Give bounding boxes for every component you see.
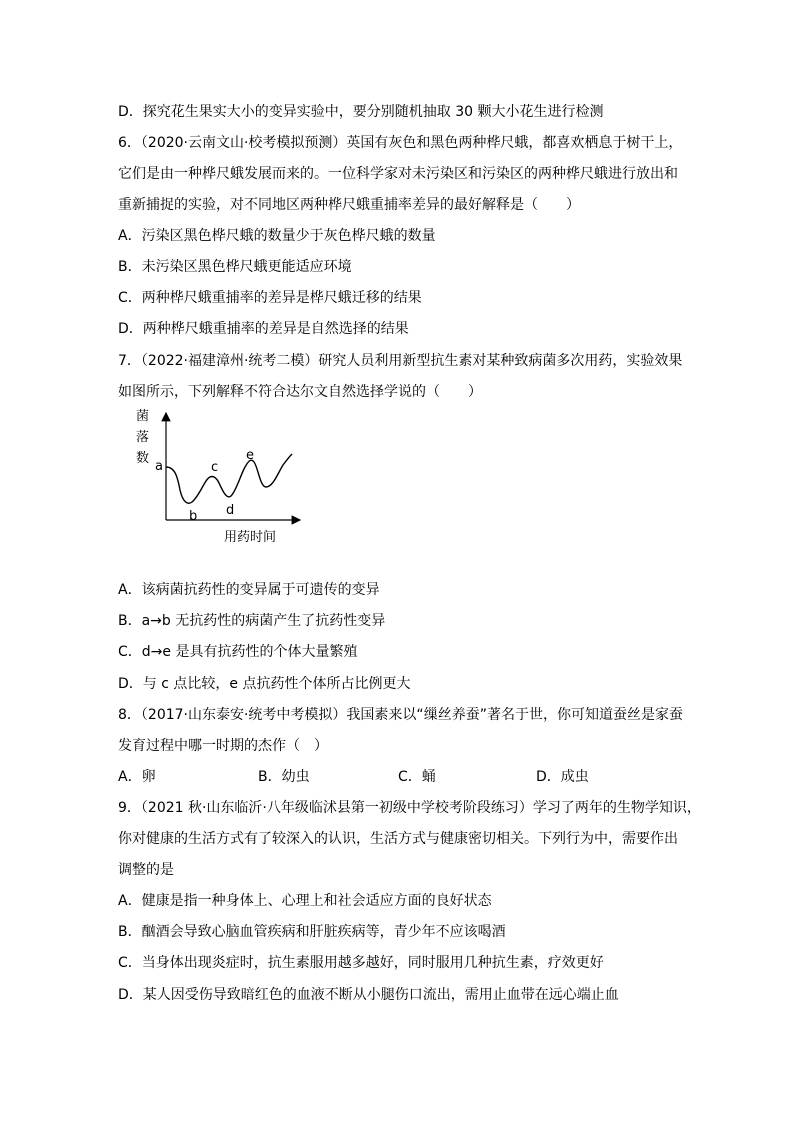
q9-stem-line-2: 你对健康的生活方式有了较深入的认识，生活方式与健康密切相关。下列行为中，需要作出 <box>118 831 678 847</box>
q7-option-a: A．该病菌抗药性的变异属于可遗传的变异 <box>118 582 380 598</box>
q8-stem-line-1: 8．（2017·山东泰安·统考中考模拟）我国素来以“缫丝养蚕”著名于世，你可知道蚕丝是家蚕 <box>118 707 683 723</box>
q6-stem-line-1: 6．（2020·云南文山·校考模拟预测）英国有灰色和黑色两种桦尺蛾，都喜欢栖息于树干上， <box>118 135 683 151</box>
q9-stem-line-1: 9．（2021 秋·山东临沂·八年级临沭县第一初级中学校考阶段练习）学习了两年的生物学知识， <box>118 800 701 816</box>
q6-option-a: A．污染区黑色桦尺蛾的数量少于灰色桦尺蛾的数量 <box>118 228 436 244</box>
point-label-c: c <box>211 460 219 475</box>
q8-option-c: C．蛹 <box>398 769 436 785</box>
q7-option-d: D．与 c 点比较，e 点抗药性个体所占比例更大 <box>118 676 411 692</box>
q8-option-a: A．卵 <box>118 769 156 785</box>
q9-stem-line-3: 调整的是 <box>118 862 174 878</box>
point-label-e: e <box>246 448 254 463</box>
q9-option-c: C．当身体出现炎症时，抗生素服用越多越好，同时服用几种抗生素，疗效更好 <box>118 955 604 971</box>
point-label-a: a <box>155 459 163 474</box>
x-axis-label: 用药时间 <box>224 530 277 545</box>
y-axis-label-char-3: 数 <box>136 451 150 466</box>
q7-figure <box>128 405 308 555</box>
q7-option-c: C．d→e 是具有抗药性的个体大量繁殖 <box>118 644 358 660</box>
q7-figure-graph <box>128 405 308 555</box>
q5-option-d: D．探究花生果实大小的变异实验中，要分别随机抽取 30 颗大小花生进行检测 <box>118 104 604 120</box>
q6-option-c: C．两种桦尺蛾重捕率的差异是桦尺蛾迁移的结果 <box>118 290 422 306</box>
q6-option-b: B．未污染区黑色桦尺蛾更能适应环境 <box>118 259 352 275</box>
y-axis-label-char-1: 菌 <box>136 409 150 424</box>
colony-curve <box>166 454 292 503</box>
q9-option-b: B．酗酒会导致心脑血管疾病和肝脏疾病等，青少年不应该喝酒 <box>118 924 506 940</box>
q7-stem-line-1: 7．（2022·福建漳州·统考二模）研究人员利用新型抗生素对某种致病菌多次用药，实验效果 <box>118 353 683 369</box>
q7-stem-line-2: 如图所示，下列解释不符合达尔文自然选择学说的（ ） <box>118 384 482 400</box>
point-label-d: d <box>226 503 235 518</box>
q6-stem-line-3: 重新捕捉的实验，对不同地区两种桦尺蛾重捕率差异的最好解释是（ ） <box>118 197 580 213</box>
q9-option-a: A．健康是指一种身体上、心理上和社会适应方面的良好状态 <box>118 893 492 909</box>
point-label-b: b <box>189 509 198 524</box>
q6-option-d: D．两种桦尺蛾重捕率的差异是自然选择的结果 <box>118 321 409 337</box>
y-axis-label-char-2: 落 <box>136 430 150 445</box>
q8-option-d: D．成虫 <box>536 769 589 785</box>
q8-option-b: B．幼虫 <box>258 769 310 785</box>
q9-option-d: D．某人因受伤导致暗红色的血液不断从小腿伤口流出，需用止血带在远心端止血 <box>118 987 619 1003</box>
q7-option-b: B．a→b 无抗药性的病菌产生了抗药性变异 <box>118 613 386 629</box>
q6-stem-line-2: 它们是由一种桦尺蛾发展而来的。一位科学家对未污染区和污染区的两种桦尺蛾进行放出和 <box>118 166 678 182</box>
q8-stem-line-2: 发育过程中哪一时期的杰作（ ） <box>118 738 328 754</box>
